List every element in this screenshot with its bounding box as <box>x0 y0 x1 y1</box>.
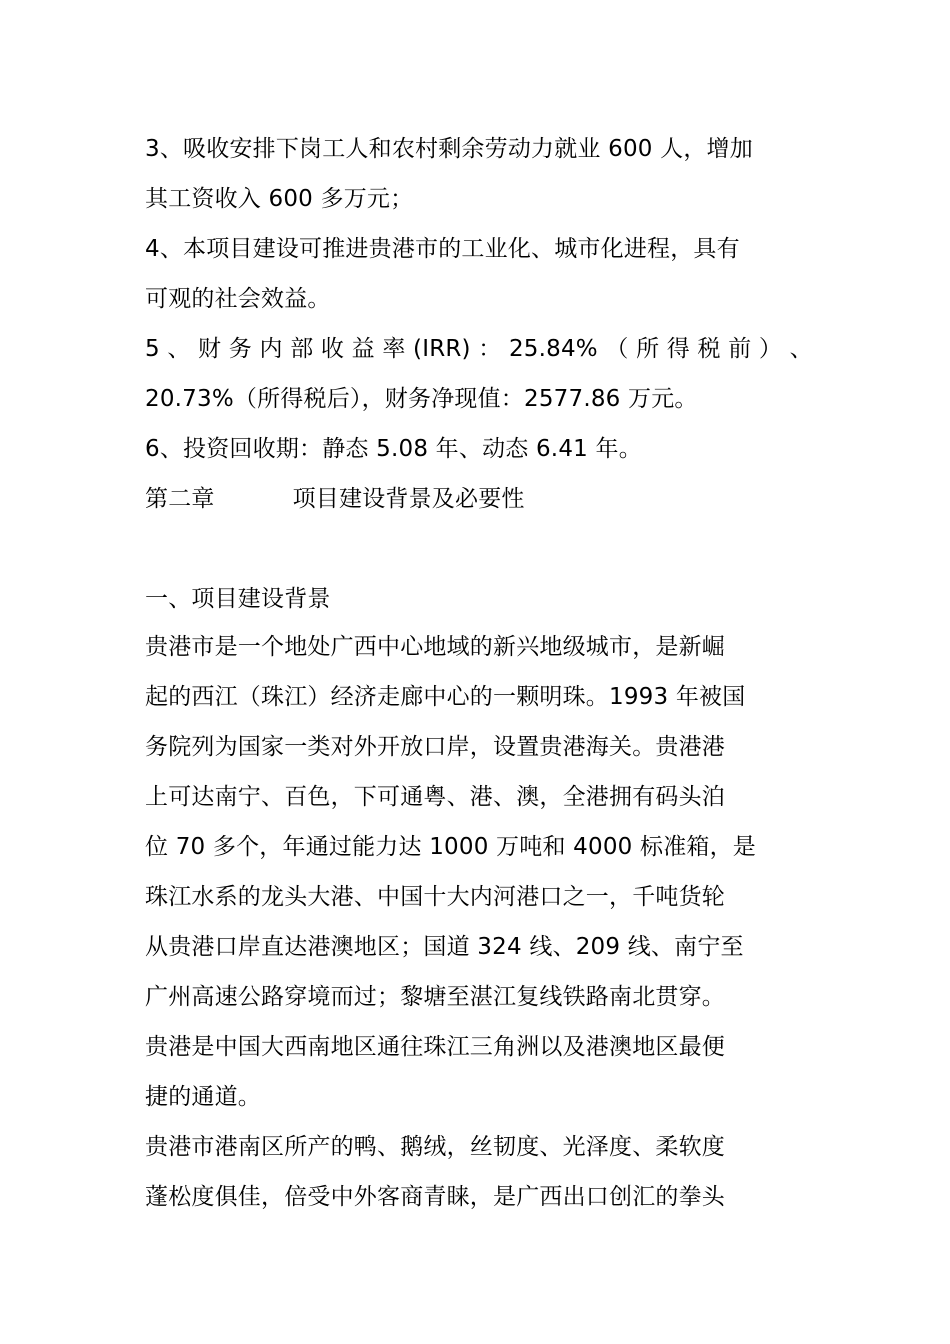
paragraph-line: 起的西江（珠江）经济走廊中心的一颗明珠。1993 年被国 <box>145 684 746 710</box>
paragraph-line: 蓬松度俱佳，倍受中外客商青睐，是广西出口创汇的拳头 <box>145 1184 725 1210</box>
paragraph-line: 从贵港口岸直达港澳地区；国道 324 线、209 线、南宁至 <box>145 934 744 960</box>
paragraph-line: 位 70 多个，年通过能力达 1000 万吨和 4000 标准箱，是 <box>145 834 756 860</box>
section-title: 一、项目建设背景 <box>145 586 331 612</box>
paragraph-line: 贵港市港南区所产的鸭、鹅绒，丝韧度、光泽度、柔软度 <box>145 1134 725 1160</box>
paragraph-line: 其工资收入 600 多万元； <box>145 186 414 212</box>
chapter-title: 项目建设背景及必要性 <box>292 486 525 512</box>
chapter-heading <box>145 484 825 514</box>
paragraph-line: 6、投资回收期：静态 5.08 年、动态 6.41 年。 <box>145 436 642 462</box>
paragraph-line: 3、吸收安排下岗工人和农村剩余劳动力就业 600 人，增加 <box>145 136 753 162</box>
paragraph-line: 贵港是中国大西南地区通往珠江三角洲以及港澳地区最便 <box>145 1034 725 1060</box>
paragraph-line: 上可达南宁、百色，下可通粤、港、澳，全港拥有码头泊 <box>145 784 725 810</box>
paragraph-line: 广州高速公路穿境而过；黎塘至湛江复线铁路南北贯穿。 <box>145 984 725 1010</box>
chapter-number: 第二章 <box>145 486 215 512</box>
paragraph-line: 4、本项目建设可推进贵港市的工业化、城市化进程，具有 <box>145 236 740 262</box>
paragraph-line: 珠江水系的龙头大港、中国十大内河港口之一，千吨货轮 <box>145 884 725 910</box>
paragraph-line: 20.73%（所得税后），财务净现值：2577.86 万元。 <box>145 386 698 412</box>
paragraph-line: 务院列为国家一类对外开放口岸，设置贵港海关。贵港港 <box>145 734 725 760</box>
paragraph-line: 捷的通道。 <box>145 1084 261 1110</box>
paragraph-line: 5 、 财 务 内 部 收 益 率 (IRR) ： 25.84% （ 所 得 税 前 ） 、 <box>145 336 813 362</box>
paragraph-line: 贵港市是一个地处广西中心地域的新兴地级城市，是新崛 <box>145 634 725 660</box>
paragraph-line: 可观的社会效益。 <box>145 286 331 312</box>
